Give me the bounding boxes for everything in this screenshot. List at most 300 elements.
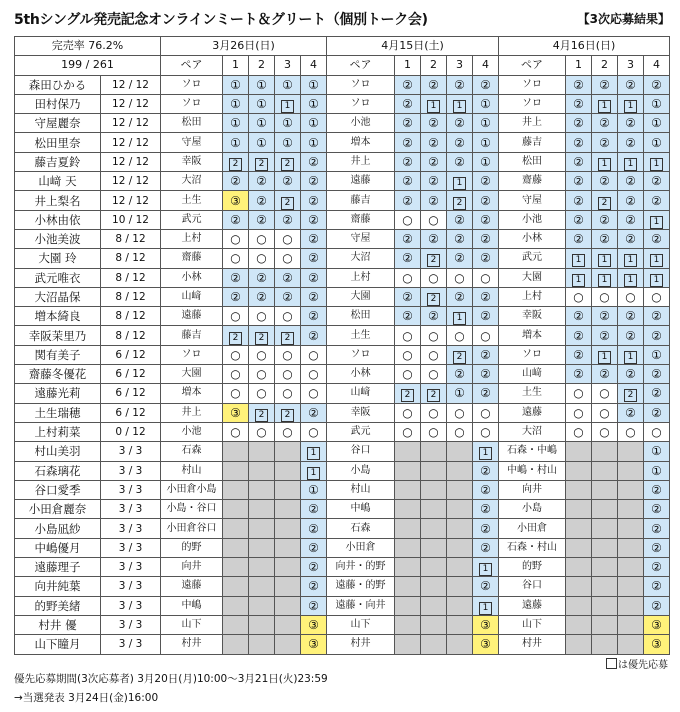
status-cell: ○ <box>301 345 327 364</box>
status-cell: ○ <box>301 422 327 441</box>
member-row <box>15 287 670 306</box>
status-cell: ○ <box>447 422 473 441</box>
status-cell: ② <box>566 172 592 191</box>
status-cell: ② <box>566 75 592 94</box>
status-cell: ○ <box>395 268 421 287</box>
status-cell <box>566 268 592 287</box>
sold-count: 6 / 12 <box>101 403 161 422</box>
status-cell: ② <box>473 365 499 384</box>
status-cell: ② <box>473 191 499 210</box>
sold-count: 6 / 12 <box>101 365 161 384</box>
pair-cell: 村山 <box>327 480 395 499</box>
member-name: 遠藤光莉 <box>15 384 101 403</box>
pair-cell: 大園 <box>499 268 566 287</box>
unavailable-cell <box>566 519 592 538</box>
status-cell: ① <box>275 133 301 152</box>
status-cell: ② <box>447 114 473 133</box>
unavailable-cell <box>618 577 644 596</box>
status-cell: ○ <box>421 403 447 422</box>
status-cell: ○ <box>566 403 592 422</box>
pair-header: ペア <box>499 56 566 75</box>
unavailable-cell <box>395 558 421 577</box>
unavailable-cell <box>223 480 249 499</box>
status-cell: ① <box>301 114 327 133</box>
pair-cell: 遠藤 <box>161 307 223 326</box>
sold-count: 12 / 12 <box>101 133 161 152</box>
status-cell: ② <box>592 133 618 152</box>
priority-square-icon: 2 <box>281 409 294 422</box>
pair-cell: 大沼 <box>161 172 223 191</box>
pair-cell: 山下 <box>499 615 566 634</box>
unavailable-cell <box>447 519 473 538</box>
pair-cell: 的野 <box>499 558 566 577</box>
priority-square-icon: 2 <box>255 332 268 345</box>
priority-square-icon: 1 <box>453 100 466 113</box>
unavailable-cell <box>421 442 447 461</box>
member-name: 小池美波 <box>15 229 101 248</box>
pair-cell: 大沼 <box>499 422 566 441</box>
member-row <box>15 596 670 615</box>
status-cell: ○ <box>249 384 275 403</box>
status-cell: ① <box>301 480 327 499</box>
part-header: 1 <box>566 56 592 75</box>
status-cell: ① <box>301 75 327 94</box>
status-cell: ② <box>566 345 592 364</box>
status-cell: ② <box>473 519 499 538</box>
status-cell: ② <box>566 229 592 248</box>
sold-count: 8 / 12 <box>101 287 161 306</box>
status-cell: ③ <box>473 615 499 634</box>
member-name: 田村保乃 <box>15 94 101 113</box>
status-cell: ○ <box>421 365 447 384</box>
status-cell: ① <box>275 75 301 94</box>
status-cell <box>592 94 618 113</box>
status-cell: ② <box>223 172 249 191</box>
status-cell: ○ <box>223 229 249 248</box>
status-cell: ○ <box>395 210 421 229</box>
status-cell: ○ <box>644 287 670 306</box>
status-cell: ② <box>447 75 473 94</box>
priority-square-icon: 1 <box>624 158 637 171</box>
member-name: 井上梨名 <box>15 191 101 210</box>
unavailable-cell <box>618 480 644 499</box>
status-cell: ② <box>618 191 644 210</box>
status-cell <box>618 94 644 113</box>
pair-cell: 石森・中嶋 <box>499 442 566 461</box>
priority-square-icon: 1 <box>479 602 492 615</box>
status-cell: ② <box>223 287 249 306</box>
status-cell: ② <box>301 403 327 422</box>
status-cell: ① <box>301 133 327 152</box>
status-cell: ② <box>275 268 301 287</box>
unavailable-cell <box>249 461 275 480</box>
status-cell: ○ <box>618 287 644 306</box>
pair-cell: 増本 <box>327 133 395 152</box>
pair-cell: 村井 <box>327 635 395 654</box>
member-row <box>15 191 670 210</box>
unavailable-cell <box>275 500 301 519</box>
sold-count: 3 / 3 <box>101 461 161 480</box>
unavailable-cell <box>618 500 644 519</box>
unavailable-cell <box>275 635 301 654</box>
pair-cell: 井上 <box>499 114 566 133</box>
status-cell: ○ <box>592 422 618 441</box>
status-cell: ○ <box>223 249 249 268</box>
date-header: 4月16日(日) <box>499 37 670 56</box>
member-name: 森田ひかる <box>15 75 101 94</box>
status-cell: ② <box>592 365 618 384</box>
pair-cell: 遠藤・的野 <box>327 577 395 596</box>
part-header: 2 <box>249 56 275 75</box>
pair-cell: 齋藤 <box>499 172 566 191</box>
status-cell: ② <box>644 191 670 210</box>
status-cell: ② <box>301 172 327 191</box>
priority-square-icon: 1 <box>598 274 611 287</box>
unavailable-cell <box>592 500 618 519</box>
status-cell: ② <box>644 326 670 345</box>
pair-cell: 大園 <box>327 287 395 306</box>
unavailable-cell <box>447 558 473 577</box>
status-cell: ② <box>566 94 592 113</box>
status-cell: ② <box>421 114 447 133</box>
status-cell: ② <box>644 596 670 615</box>
status-cell: ○ <box>644 422 670 441</box>
status-cell <box>301 442 327 461</box>
pair-cell: 大園 <box>161 365 223 384</box>
part-header: 2 <box>421 56 447 75</box>
status-cell: ① <box>644 114 670 133</box>
pair-cell: 守屋 <box>327 229 395 248</box>
status-cell: ② <box>301 307 327 326</box>
status-cell <box>566 249 592 268</box>
priority-square-icon: 2 <box>281 332 294 345</box>
sold-count: 8 / 12 <box>101 229 161 248</box>
status-cell: ② <box>421 191 447 210</box>
member-name: 村山美羽 <box>15 442 101 461</box>
pair-cell: 小島・谷口 <box>161 500 223 519</box>
member-row <box>15 461 670 480</box>
sold-count: 3 / 3 <box>101 442 161 461</box>
part-header: 2 <box>592 56 618 75</box>
member-name: 武元唯衣 <box>15 268 101 287</box>
sold-count: 3 / 3 <box>101 500 161 519</box>
status-cell <box>592 249 618 268</box>
unavailable-cell <box>618 558 644 577</box>
status-cell: ○ <box>249 307 275 326</box>
status-cell: ○ <box>447 326 473 345</box>
member-row <box>15 268 670 287</box>
status-cell: ○ <box>395 326 421 345</box>
unavailable-cell <box>421 461 447 480</box>
status-cell <box>644 249 670 268</box>
legend <box>606 656 668 671</box>
status-cell: ② <box>395 229 421 248</box>
status-cell: ② <box>644 577 670 596</box>
unavailable-cell <box>223 558 249 577</box>
pair-cell: 石森 <box>327 519 395 538</box>
unavailable-cell <box>566 558 592 577</box>
unavailable-cell <box>421 635 447 654</box>
pair-cell: 藤吉 <box>499 133 566 152</box>
unavailable-cell <box>447 461 473 480</box>
status-cell: ○ <box>223 307 249 326</box>
status-cell: ○ <box>223 345 249 364</box>
priority-square-icon: 1 <box>624 254 637 267</box>
member-name: 増本綺良 <box>15 307 101 326</box>
member-name: 小田倉麗奈 <box>15 500 101 519</box>
unavailable-cell <box>421 500 447 519</box>
status-cell: ③ <box>223 191 249 210</box>
pair-cell: 遠藤 <box>327 172 395 191</box>
unavailable-cell <box>421 558 447 577</box>
pair-cell: 井上 <box>161 403 223 422</box>
unavailable-cell <box>592 442 618 461</box>
member-row <box>15 538 670 557</box>
status-cell: ② <box>421 229 447 248</box>
status-cell: ① <box>644 461 670 480</box>
pair-cell: 向井 <box>161 558 223 577</box>
priority-square-icon: 2 <box>453 197 466 210</box>
member-row <box>15 365 670 384</box>
status-cell: ② <box>566 365 592 384</box>
status-cell <box>421 94 447 113</box>
status-cell: ② <box>447 365 473 384</box>
status-cell <box>473 442 499 461</box>
status-cell: ② <box>473 287 499 306</box>
status-cell: ○ <box>275 307 301 326</box>
status-cell: ② <box>473 249 499 268</box>
status-cell: ② <box>618 75 644 94</box>
member-name: 上村莉菜 <box>15 422 101 441</box>
unavailable-cell <box>395 500 421 519</box>
status-cell: ② <box>473 210 499 229</box>
member-name: 山﨑 天 <box>15 172 101 191</box>
status-cell: ○ <box>275 345 301 364</box>
member-name: 中嶋優月 <box>15 538 101 557</box>
status-cell: ② <box>618 133 644 152</box>
member-name: 大園 玲 <box>15 249 101 268</box>
status-cell: ① <box>249 94 275 113</box>
status-cell: ② <box>301 577 327 596</box>
sold-count: 3 / 3 <box>101 538 161 557</box>
priority-period-note: 優先応募期間(3次応募者) 3月20日(月)10:00～3月21日(火)23:59 <box>14 673 328 685</box>
unavailable-cell <box>592 615 618 634</box>
pair-cell: 幸阪 <box>499 307 566 326</box>
status-cell: ② <box>618 210 644 229</box>
pair-cell: ソロ <box>161 94 223 113</box>
status-cell: ② <box>301 519 327 538</box>
unavailable-cell <box>592 461 618 480</box>
unavailable-cell <box>618 635 644 654</box>
status-cell: ② <box>421 152 447 171</box>
pair-cell: 小林 <box>327 365 395 384</box>
member-row <box>15 172 670 191</box>
status-cell: ② <box>566 326 592 345</box>
status-cell: ② <box>275 172 301 191</box>
part-header: 3 <box>447 56 473 75</box>
part-header: 1 <box>395 56 421 75</box>
unavailable-cell <box>447 615 473 634</box>
sold-count: 3 / 3 <box>101 558 161 577</box>
pair-cell: 村井 <box>161 635 223 654</box>
priority-square-icon: 1 <box>572 274 585 287</box>
unavailable-cell <box>618 461 644 480</box>
status-cell: ② <box>618 326 644 345</box>
pair-cell: 藤吉 <box>161 326 223 345</box>
status-cell: ○ <box>421 210 447 229</box>
status-cell: ② <box>395 307 421 326</box>
status-cell <box>275 403 301 422</box>
priority-square-icon: 1 <box>307 467 320 480</box>
pair-cell: 増本 <box>161 384 223 403</box>
pair-cell: ソロ <box>499 345 566 364</box>
sold-count: 12 / 12 <box>101 75 161 94</box>
status-cell: ② <box>473 172 499 191</box>
priority-square-icon: 2 <box>255 409 268 422</box>
status-cell: ② <box>395 75 421 94</box>
pair-cell: 小池 <box>499 210 566 229</box>
member-row <box>15 635 670 654</box>
unavailable-cell <box>223 461 249 480</box>
status-cell: ② <box>395 172 421 191</box>
pair-cell: 向井 <box>499 480 566 499</box>
priority-square-icon: 1 <box>624 274 637 287</box>
status-cell: ② <box>644 172 670 191</box>
status-cell: ○ <box>566 287 592 306</box>
status-cell <box>395 384 421 403</box>
pair-cell: 小田倉 <box>327 538 395 557</box>
pair-cell: 小林 <box>161 268 223 287</box>
unavailable-cell <box>275 461 301 480</box>
priority-square-icon: 1 <box>307 447 320 460</box>
pair-cell: 小池 <box>327 114 395 133</box>
status-cell: ① <box>223 94 249 113</box>
priority-square-icon: 1 <box>650 158 663 171</box>
pair-cell: 中嶋・村山 <box>499 461 566 480</box>
status-cell: ② <box>592 210 618 229</box>
unavailable-cell <box>395 442 421 461</box>
pair-cell: 村山 <box>161 461 223 480</box>
status-cell: ① <box>223 133 249 152</box>
unavailable-cell <box>566 538 592 557</box>
status-cell: ② <box>447 133 473 152</box>
status-cell <box>447 172 473 191</box>
unavailable-cell <box>223 615 249 634</box>
status-cell: ○ <box>473 403 499 422</box>
status-cell: ○ <box>249 249 275 268</box>
pair-cell: ソロ <box>499 75 566 94</box>
status-cell: ② <box>473 307 499 326</box>
status-cell: ① <box>301 94 327 113</box>
sold-count: 8 / 12 <box>101 249 161 268</box>
unavailable-cell <box>395 577 421 596</box>
status-cell: ② <box>473 345 499 364</box>
unavailable-cell <box>566 635 592 654</box>
status-cell <box>275 326 301 345</box>
status-cell <box>275 191 301 210</box>
schedule-table <box>14 36 670 655</box>
unavailable-cell <box>592 596 618 615</box>
status-cell: ○ <box>249 365 275 384</box>
status-cell: ② <box>421 75 447 94</box>
status-cell: ② <box>249 268 275 287</box>
member-row <box>15 403 670 422</box>
status-cell <box>421 384 447 403</box>
sold-count: 12 / 12 <box>101 94 161 113</box>
pair-cell: 土生 <box>499 384 566 403</box>
status-cell: ③ <box>473 635 499 654</box>
status-cell: ② <box>644 384 670 403</box>
pair-cell: 石森・村山 <box>499 538 566 557</box>
status-cell: ② <box>618 229 644 248</box>
member-name: 齋藤冬優花 <box>15 365 101 384</box>
unavailable-cell <box>275 480 301 499</box>
member-name: 藤吉夏鈴 <box>15 152 101 171</box>
pair-header: ペア <box>327 56 395 75</box>
priority-box-icon <box>606 658 617 669</box>
unavailable-cell <box>395 596 421 615</box>
pair-cell: 大沼 <box>327 249 395 268</box>
member-row <box>15 114 670 133</box>
part-header: 4 <box>644 56 670 75</box>
sold-count: 6 / 12 <box>101 345 161 364</box>
member-row <box>15 152 670 171</box>
status-cell: ② <box>592 229 618 248</box>
sold-count: 3 / 3 <box>101 577 161 596</box>
pair-cell: 山﨑 <box>499 365 566 384</box>
member-row <box>15 326 670 345</box>
status-cell: ○ <box>301 365 327 384</box>
part-header: 1 <box>223 56 249 75</box>
priority-square-icon: 2 <box>255 158 268 171</box>
unavailable-cell <box>249 538 275 557</box>
member-name: 幸阪茉里乃 <box>15 326 101 345</box>
sold-count: 3 / 3 <box>101 519 161 538</box>
member-name: 守屋麗奈 <box>15 114 101 133</box>
pair-cell: 小田倉小島 <box>161 480 223 499</box>
member-name: 松田里奈 <box>15 133 101 152</box>
status-cell: ○ <box>566 384 592 403</box>
member-row <box>15 615 670 634</box>
status-cell <box>618 152 644 171</box>
priority-square-icon: 1 <box>479 563 492 576</box>
status-cell: ○ <box>275 422 301 441</box>
status-cell: ① <box>223 75 249 94</box>
unavailable-cell <box>618 519 644 538</box>
unavailable-cell <box>618 442 644 461</box>
priority-square-icon: 1 <box>598 254 611 267</box>
status-cell: ② <box>644 75 670 94</box>
pair-cell: 遠藤 <box>499 403 566 422</box>
part-header: 4 <box>301 56 327 75</box>
status-cell <box>644 152 670 171</box>
status-cell: ② <box>644 558 670 577</box>
status-cell: ② <box>644 229 670 248</box>
date-header: 3月26日(日) <box>161 37 327 56</box>
pair-cell: 松田 <box>327 307 395 326</box>
status-cell: ② <box>644 480 670 499</box>
status-cell: ② <box>566 210 592 229</box>
status-cell <box>592 152 618 171</box>
pair-cell: 中嶋 <box>327 500 395 519</box>
pair-cell: 守屋 <box>161 133 223 152</box>
pair-cell: 中嶋 <box>161 596 223 615</box>
status-cell <box>618 249 644 268</box>
unavailable-cell <box>249 635 275 654</box>
pair-cell: ソロ <box>327 345 395 364</box>
status-cell <box>447 307 473 326</box>
part-header: 3 <box>275 56 301 75</box>
